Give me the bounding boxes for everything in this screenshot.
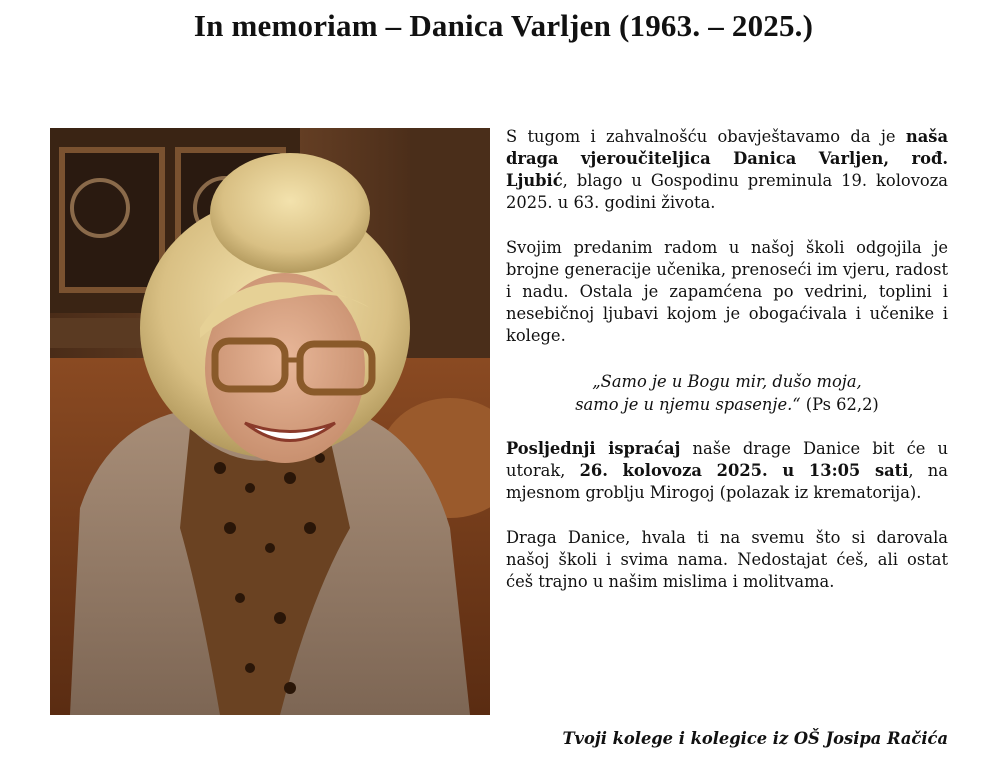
farewell-paragraph: Draga Danice, hvala ti na svemu što si darovala našoj školi i svima nama. Nedostajat ćeš, ali ostat ćeš trajno u našim mislima i molitvama.: [506, 528, 948, 591]
announcement-text: , blago u Gospodinu preminula 19. kolovoza 2025. u 63. godini života.: [506, 171, 948, 212]
teacher-name: naša draga vjeroučiteljica Danica Varljen, rođ. Ljubić: [506, 127, 948, 190]
psalm-quote: [506, 370, 948, 416]
funeral-text: naše drage Danice bit će u utorak,: [506, 439, 949, 480]
signature: Tvoji kolege i kolegice iz OŠ Josipa Račića: [562, 729, 948, 748]
funeral-paragraph: [506, 438, 948, 504]
funeral-datetime: 26. kolovoza 2025. u 13:05 sati: [579, 461, 909, 480]
obituary-text: [506, 126, 948, 616]
quote-reference: (Ps 62,2): [800, 395, 879, 414]
announcement-text: S tugom i zahvalnošću obavještavamo da je: [506, 127, 906, 146]
announcement-paragraph: [506, 126, 948, 214]
tribute-paragraph: Svojim predanim radom u našoj školi odgojila je brojne generacije učenika, prenoseći im vjeru, radost i nadu. Ostala je zapamćena po vedrini, toplini i nesebičnoj ljubavi kojom je obogaćivala i učenike i kolege.: [506, 238, 948, 345]
quote-line: samo je u njemu spasenje.“: [575, 395, 801, 414]
portrait-photo-icon: [50, 128, 490, 715]
page-title: In memoriam – Danica Varljen (1963. – 2025.): [193, 8, 814, 43]
portrait-photo: [50, 128, 490, 715]
quote-line: „Samo je u Bogu mir, dušo moja,: [592, 372, 862, 391]
funeral-heading: Posljednji ispraćaj: [506, 439, 681, 458]
funeral-text: , na mjesnom groblju Mirogoj (polazak iz krematorija).: [506, 461, 949, 502]
